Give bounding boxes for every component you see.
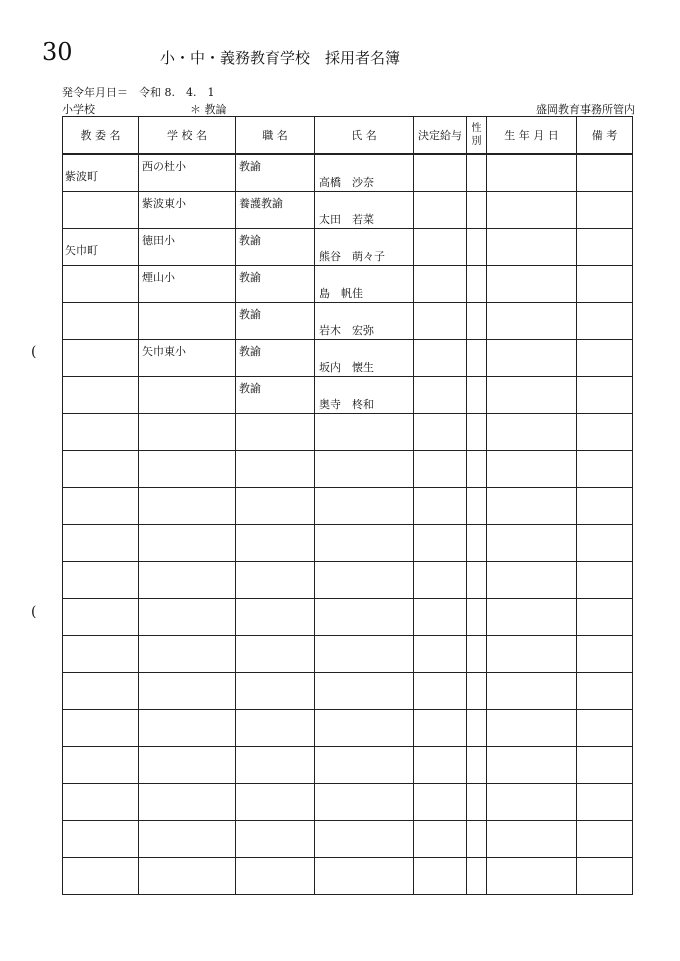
name-cell: [315, 229, 414, 266]
school-cell: [139, 303, 236, 340]
table-row: [63, 747, 633, 784]
header-gender-1: 性: [471, 123, 482, 134]
table-row: [63, 488, 633, 525]
position-text: 教諭: [239, 345, 261, 358]
birthdate-cell: [487, 525, 577, 562]
board-cell: [63, 488, 139, 525]
gender-cell: [467, 858, 487, 895]
name-cell: [315, 266, 414, 303]
table-row: [63, 340, 633, 377]
table-row: [63, 303, 633, 340]
gender-cell: [467, 414, 487, 451]
salary-cell: [414, 858, 467, 895]
salary-cell: [414, 710, 467, 747]
birthdate-cell: [487, 821, 577, 858]
roster-table: [62, 116, 633, 895]
salary-cell: [414, 414, 467, 451]
position-cell: [236, 636, 315, 673]
gender-cell: [467, 229, 487, 266]
position-cell: [236, 784, 315, 821]
salary-cell: [414, 192, 467, 229]
board-cell: [63, 821, 139, 858]
board-cell: [63, 192, 139, 229]
birthdate-cell: [487, 599, 577, 636]
board-cell: [63, 229, 139, 266]
position-cell: [236, 525, 315, 562]
name-cell: [315, 858, 414, 895]
position-cell: [236, 747, 315, 784]
remarks-cell: [577, 821, 633, 858]
birthdate-cell: [487, 451, 577, 488]
position-cell: [236, 599, 315, 636]
remarks-cell: [577, 673, 633, 710]
salary-cell: [414, 303, 467, 340]
name-cell: [315, 747, 414, 784]
school-cell: [139, 747, 236, 784]
salary-cell: [414, 488, 467, 525]
name-cell: [315, 673, 414, 710]
birthdate-cell: [487, 192, 577, 229]
position-text: 教諭: [239, 308, 261, 321]
remarks-cell: [577, 451, 633, 488]
school-cell: [139, 340, 236, 377]
school-cell: [139, 525, 236, 562]
board-cell: [63, 636, 139, 673]
name-cell: [315, 451, 414, 488]
salary-cell: [414, 451, 467, 488]
name-text: 熊谷 萌々子: [319, 250, 385, 263]
name-cell: [315, 710, 414, 747]
page-title: 小・中・義務教育学校 採用者名簿: [160, 49, 401, 67]
salary-cell: [414, 747, 467, 784]
name-cell: [315, 525, 414, 562]
board-cell: [63, 710, 139, 747]
remarks-cell: [577, 192, 633, 229]
position-cell: [236, 562, 315, 599]
position-cell: [236, 266, 315, 303]
board-cell: [63, 451, 139, 488]
remarks-cell: [577, 340, 633, 377]
salary-cell: [414, 784, 467, 821]
salary-cell: [414, 377, 467, 414]
salary-cell: [414, 673, 467, 710]
remarks-cell: [577, 784, 633, 821]
header-position: 職 名: [236, 117, 315, 155]
header-gender: [467, 117, 487, 155]
name-cell: [315, 154, 414, 192]
school-text: 西の杜小: [142, 160, 186, 173]
gender-cell: [467, 340, 487, 377]
school-cell: [139, 451, 236, 488]
position-cell: [236, 821, 315, 858]
gender-cell: [467, 747, 487, 784]
salary-cell: [414, 636, 467, 673]
header-row: [63, 117, 633, 155]
birthdate-cell: [487, 636, 577, 673]
page-number: 30: [42, 38, 73, 66]
gender-cell: [467, 562, 487, 599]
birthdate-cell: [487, 747, 577, 784]
position-cell: [236, 340, 315, 377]
name-text: 奥寺 柊和: [319, 398, 374, 411]
board-cell: [63, 562, 139, 599]
gender-cell: [467, 636, 487, 673]
header-salary: 決定給与: [414, 117, 467, 155]
salary-cell: [414, 599, 467, 636]
header-remarks: 備 考: [577, 117, 633, 155]
position-cell: [236, 229, 315, 266]
position-cell: [236, 303, 315, 340]
position-text: 教諭: [239, 160, 261, 173]
remarks-cell: [577, 266, 633, 303]
salary-cell: [414, 229, 467, 266]
name-text: 高橋 沙奈: [319, 176, 374, 189]
salary-cell: [414, 154, 467, 192]
board-cell: [63, 303, 139, 340]
table-row: [63, 451, 633, 488]
board-cell: [63, 377, 139, 414]
gender-cell: [467, 266, 487, 303]
name-cell: [315, 784, 414, 821]
school-text: 徳田小: [142, 234, 175, 247]
table-row: [63, 266, 633, 303]
gender-cell: [467, 525, 487, 562]
school-text: 矢巾東小: [142, 345, 186, 358]
school-cell: [139, 673, 236, 710]
position-cell: [236, 192, 315, 229]
birthdate-cell: [487, 784, 577, 821]
school-cell: [139, 562, 236, 599]
name-text: 島 帆佳: [319, 287, 363, 300]
name-cell: [315, 599, 414, 636]
position-cell: [236, 451, 315, 488]
school-cell: [139, 229, 236, 266]
remarks-cell: [577, 710, 633, 747]
name-cell: [315, 562, 414, 599]
header-board: 教 委 名: [63, 117, 139, 155]
table-row: [63, 784, 633, 821]
school-cell: [139, 784, 236, 821]
remarks-cell: [577, 303, 633, 340]
school-cell: [139, 377, 236, 414]
school-text: 紫波東小: [142, 197, 186, 210]
board-text: 紫波町: [65, 170, 98, 183]
gender-cell: [467, 303, 487, 340]
salary-cell: [414, 266, 467, 303]
margin-mark: (: [31, 604, 37, 620]
school-cell: [139, 821, 236, 858]
remarks-cell: [577, 414, 633, 451]
table-row: [63, 525, 633, 562]
birthdate-cell: [487, 340, 577, 377]
remarks-cell: [577, 599, 633, 636]
remarks-cell: [577, 747, 633, 784]
board-cell: [63, 858, 139, 895]
birthdate-cell: [487, 154, 577, 192]
gender-cell: [467, 154, 487, 192]
position-cell: [236, 377, 315, 414]
board-cell: [63, 747, 139, 784]
name-cell: [315, 821, 414, 858]
school-cell: [139, 599, 236, 636]
position-cell: [236, 673, 315, 710]
position-cell: [236, 154, 315, 192]
gender-cell: [467, 710, 487, 747]
header-gender-2: 別: [471, 136, 482, 147]
position-text: 教諭: [239, 234, 261, 247]
name-text: 坂内 懐生: [319, 361, 374, 374]
board-cell: [63, 154, 139, 192]
board-cell: [63, 340, 139, 377]
table-row: [63, 414, 633, 451]
board-cell: [63, 784, 139, 821]
birthdate-cell: [487, 710, 577, 747]
gender-cell: [467, 192, 487, 229]
salary-cell: [414, 821, 467, 858]
gender-cell: [467, 784, 487, 821]
birthdate-cell: [487, 229, 577, 266]
table-row: [63, 562, 633, 599]
school-cell: [139, 414, 236, 451]
gender-cell: [467, 599, 487, 636]
board-cell: [63, 266, 139, 303]
table-row: [63, 229, 633, 266]
gender-cell: [467, 451, 487, 488]
position-text: 教諭: [239, 271, 261, 284]
issue-date: 発令年月日＝ 令和 8. 4. 1: [62, 86, 215, 99]
remarks-cell: [577, 154, 633, 192]
table-row: [63, 821, 633, 858]
remarks-cell: [577, 562, 633, 599]
position-cell: [236, 488, 315, 525]
school-cell: [139, 488, 236, 525]
table-row: [63, 673, 633, 710]
name-cell: [315, 303, 414, 340]
school-type: 小学校: [62, 103, 95, 116]
office-name: 盛岡教育事務所管内: [536, 103, 635, 116]
birthdate-cell: [487, 303, 577, 340]
table-row: [63, 154, 633, 192]
position-note: ＊ 教論: [190, 103, 227, 116]
gender-cell: [467, 821, 487, 858]
school-text: 煙山小: [142, 271, 175, 284]
name-cell: [315, 636, 414, 673]
position-text: 養護教諭: [239, 197, 283, 210]
header-name: 氏 名: [315, 117, 414, 155]
position-cell: [236, 710, 315, 747]
school-cell: [139, 192, 236, 229]
salary-cell: [414, 340, 467, 377]
position-cell: [236, 858, 315, 895]
salary-cell: [414, 525, 467, 562]
name-cell: [315, 414, 414, 451]
board-cell: [63, 599, 139, 636]
name-cell: [315, 340, 414, 377]
school-cell: [139, 710, 236, 747]
salary-cell: [414, 562, 467, 599]
header-school: 学 校 名: [139, 117, 236, 155]
remarks-cell: [577, 525, 633, 562]
birthdate-cell: [487, 414, 577, 451]
birthdate-cell: [487, 488, 577, 525]
header-birthdate: 生 年 月 日: [487, 117, 577, 155]
gender-cell: [467, 488, 487, 525]
remarks-cell: [577, 377, 633, 414]
table-row: [63, 710, 633, 747]
name-cell: [315, 377, 414, 414]
remarks-cell: [577, 229, 633, 266]
position-cell: [236, 414, 315, 451]
table-row: [63, 192, 633, 229]
board-text: 矢巾町: [65, 244, 98, 257]
gender-cell: [467, 673, 487, 710]
table-row: [63, 858, 633, 895]
birthdate-cell: [487, 266, 577, 303]
school-cell: [139, 858, 236, 895]
remarks-cell: [577, 488, 633, 525]
school-cell: [139, 154, 236, 192]
name-text: 岩木 宏弥: [319, 324, 374, 337]
table-row: [63, 377, 633, 414]
table-row: [63, 636, 633, 673]
name-text: 太田 若菜: [319, 213, 374, 226]
remarks-cell: [577, 636, 633, 673]
board-cell: [63, 673, 139, 710]
margin-mark: (: [31, 344, 37, 360]
gender-cell: [467, 377, 487, 414]
table-row: [63, 599, 633, 636]
birthdate-cell: [487, 562, 577, 599]
board-cell: [63, 525, 139, 562]
school-cell: [139, 636, 236, 673]
name-cell: [315, 192, 414, 229]
name-cell: [315, 488, 414, 525]
birthdate-cell: [487, 377, 577, 414]
position-text: 教諭: [239, 382, 261, 395]
remarks-cell: [577, 858, 633, 895]
school-cell: [139, 266, 236, 303]
birthdate-cell: [487, 673, 577, 710]
board-cell: [63, 414, 139, 451]
birthdate-cell: [487, 858, 577, 895]
